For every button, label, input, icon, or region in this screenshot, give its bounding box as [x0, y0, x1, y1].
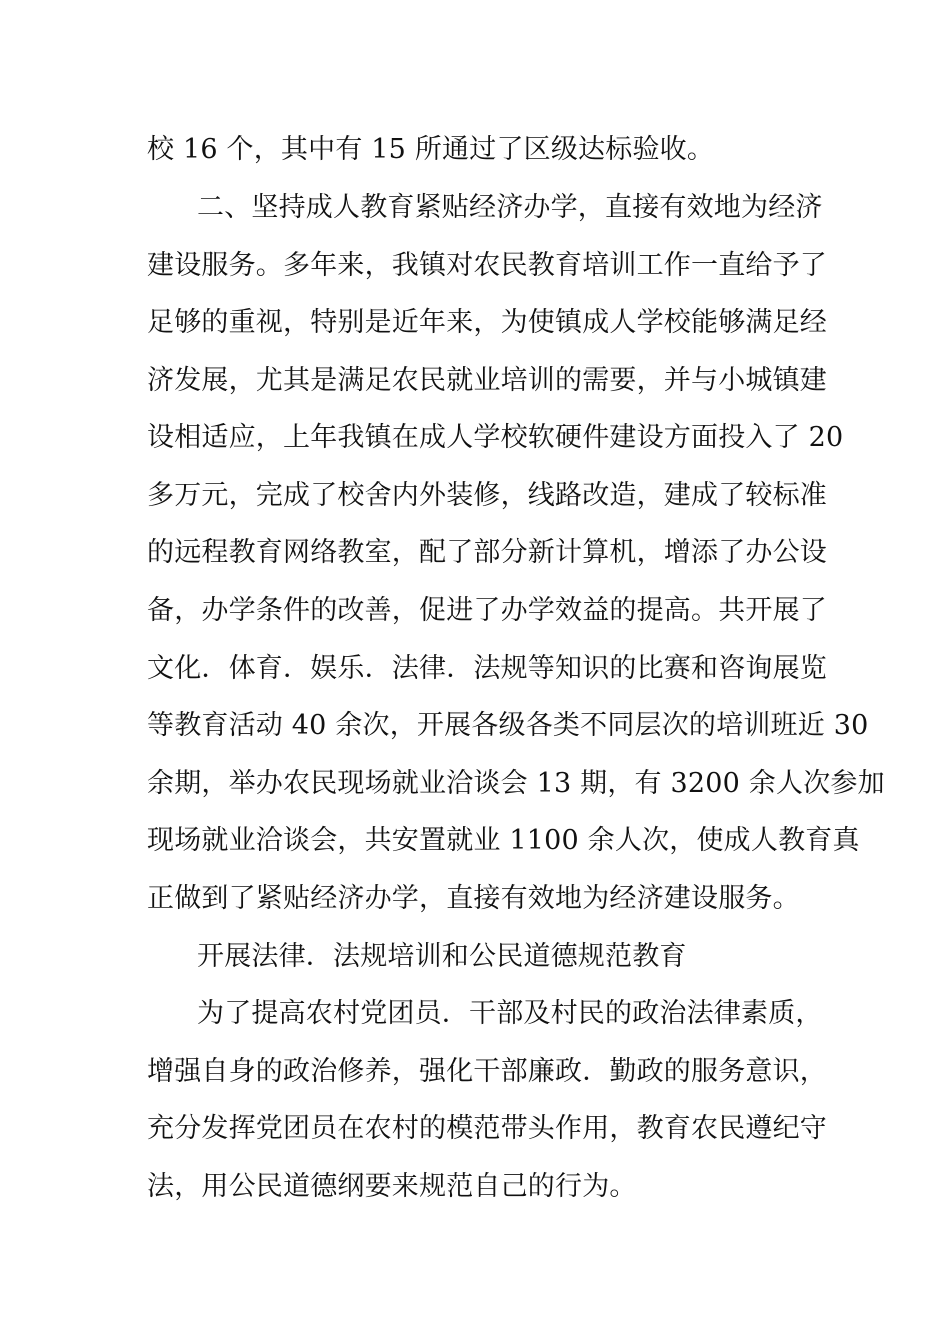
text-line-8: 的远程教育网络教室，配了部分新计算机，增添了办公设: [147, 537, 827, 568]
text-line-6: 设相适应，上年我镇在成人学校软硬件建设方面投入了 20: [147, 422, 844, 453]
text-line-18: 充分发挥党团员在农村的模范带头作用，教育农民遵纪守: [147, 1113, 827, 1144]
text-line-19: 法，用公民道德纲要来规范自己的行为。: [147, 1171, 637, 1202]
text-line-14: 正做到了紧贴经济办学，直接有效地为经济建设服务。: [147, 883, 800, 914]
text-line-17: 增强自身的政治修养，强化干部廉政．勤政的服务意识，: [147, 1056, 827, 1087]
text-line-9: 备，办学条件的改善，促进了办学效益的提高。共开展了: [147, 595, 827, 626]
text-line-11: 等教育活动 40 余次，开展各级各类不同层次的培训班近 30: [147, 710, 869, 741]
text-line-2: 二、坚持成人教育紧贴经济办学，直接有效地为经济: [197, 192, 823, 223]
text-line-1: 校 16 个，其中有 15 所通过了区级达标验收。: [147, 134, 715, 165]
section-heading: 开展法律．法规培训和公民道德规范教育: [197, 941, 687, 972]
text-line-13: 现场就业洽谈会，共安置就业 1100 余人次，使成人教育真: [147, 825, 860, 856]
text-line-4: 足够的重视，特别是近年来，为使镇成人学校能够满足经: [147, 307, 827, 338]
text-line-10: 文化．体育．娱乐．法律．法规等知识的比赛和咨询展览: [147, 653, 827, 684]
text-line-3: 建设服务。多年来，我镇对农民教育培训工作一直给予了: [147, 250, 827, 281]
text-line-12: 余期，举办农民现场就业洽谈会 13 期，有 3200 余人次参加: [147, 768, 885, 799]
text-line-16: 为了提高农村党团员．干部及村民的政治法律素质，: [197, 998, 823, 1029]
text-line-5: 济发展，尤其是满足农民就业培训的需要，并与小城镇建: [147, 365, 827, 396]
text-line-7: 多万元，完成了校舍内外装修，线路改造，建成了较标准: [147, 480, 827, 511]
